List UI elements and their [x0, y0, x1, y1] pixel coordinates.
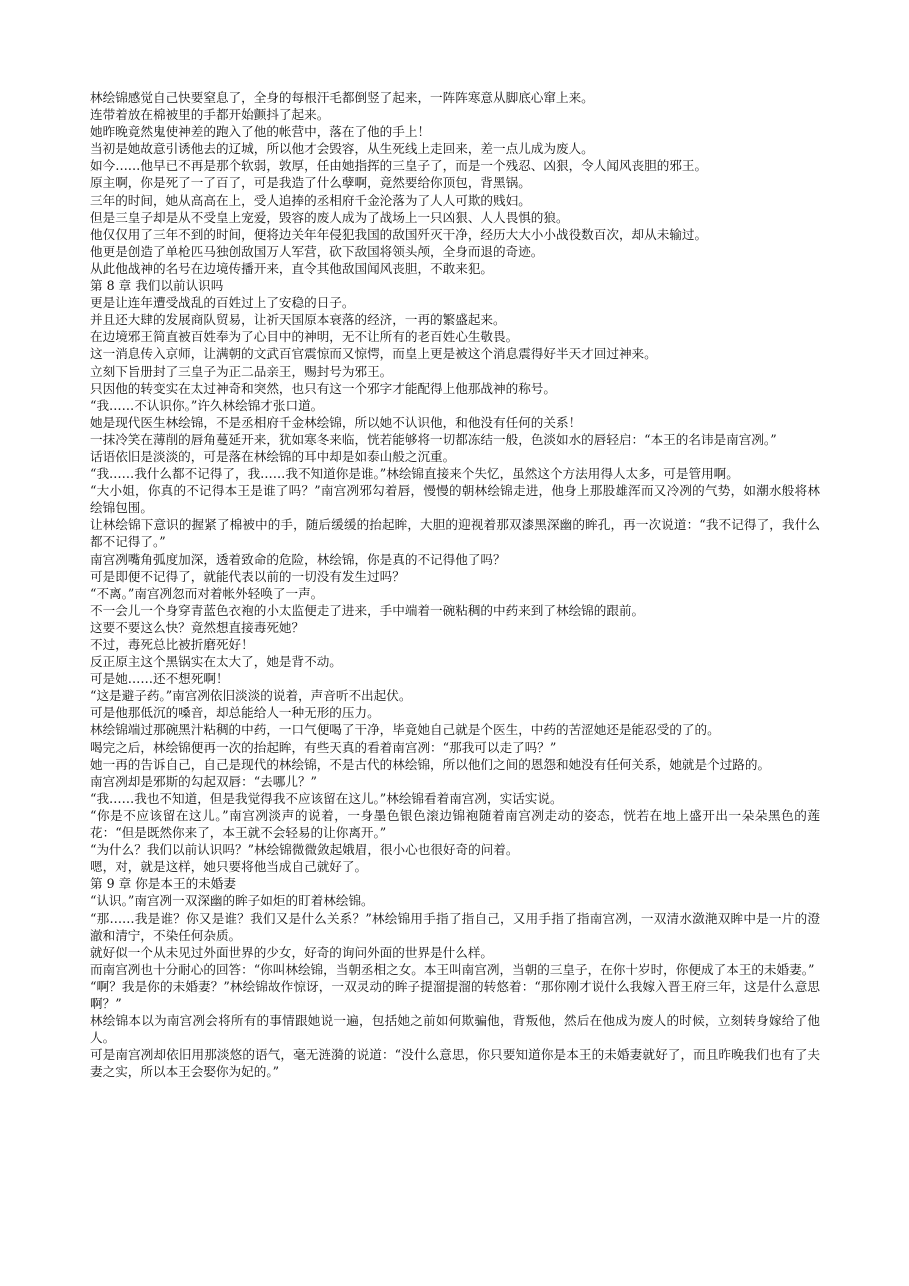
paragraph: 南宫冽却是邪斯的勾起双唇：“去哪儿？”	[90, 773, 317, 789]
paragraph: 反正原主这个黑锅实在太大了，她是背不动。	[90, 654, 342, 670]
paragraph: 这一消息传入京师，让满朝的文武百官震惊而又惊愕，而皇上更是被这个消息震得好半天才回过神来。	[90, 346, 657, 362]
paragraph: 连带着放在棉被里的手都开始颤抖了起来。	[90, 107, 330, 123]
paragraph: “我……我也不知道，但是我觉得我不应该留在这儿。”林绘锦看着南宫冽，实话实说。	[90, 790, 563, 806]
document-body	[90, 89, 820, 1080]
paragraph: 可是即便不记得了，就能代表以前的一切没有发生过吗？	[90, 568, 405, 584]
paragraph: 如今……他早已不再是那个软弱，敦厚，任由她指挥的三皇子了，而是一个残忍、凶狠，令人闻风丧胆的邪王。	[90, 158, 708, 174]
paragraph: 可是他那低沉的嗓音，却总能给人一种无形的压力。	[90, 705, 380, 721]
paragraph: “我……不认识你。”许久林绘锦才张口道。	[90, 397, 324, 413]
paragraph: 喝完之后，林绘锦便再一次的抬起眸，有些天真的看着南宫冽：“那我可以走了吗？”	[90, 739, 557, 755]
paragraph: “不离。”南宫冽忽而对着帐外轻唤了一声。	[90, 585, 324, 601]
paragraph: 不过，毒死总比被折磨死好！	[90, 637, 254, 652]
paragraph: 她一再的告诉自己，自己是现代的林绘锦，不是古代的林绘锦，所以他们之间的恩怨和她没有任何关系，她就是个过路的。	[90, 756, 771, 772]
paragraph: 可是南宫冽却依旧用那淡悠的语气，毫无涟漪的说道：“没什么意思，你只要知道你是本王的未婚妻就好了，而且昨晚我们也有了夫妻之实，所以本王会娶你为妃的。”	[90, 1047, 820, 1080]
paragraph: 一抹冷笑在薄削的唇角蔓延开来，犹如寒冬来临，恍若能够将一切都冻结一般，色淡如水的唇轻启：“本王的名讳是南宫冽。”	[90, 431, 777, 447]
paragraph: 她是现代医生林绘锦，不是丞相府千金林绘锦，所以她不认识他，和他没有任何的关系！	[90, 414, 582, 430]
paragraph: “你是不应该留在这儿。”南宫冽淡声的说着，一身墨色银色滚边锦袍随着南宫冽走动的姿态，恍若在地上盛开出一朵朵黑色的莲花：“但是既然你来了，本王就不会轻易的让你离开。”	[90, 807, 820, 841]
paragraph: 他仅仅用了三年不到的时间，便将边关年年侵犯我国的敌国歼灭干净，经历大大小小战役数百次，却从未输过。	[90, 226, 708, 242]
paragraph: 让林绘锦下意识的握紧了棉被中的手，随后缓缓的抬起眸，大胆的迎视着那双漆黑深幽的眸孔，再一次说道：“我不记得了，我什么都不记得了。”	[90, 517, 820, 550]
paragraph: 原主啊，你是死了一了百了，可是我造了什么孽啊，竟然要给你顶包，背黑锅。	[90, 175, 531, 191]
paragraph: 从此他战神的名号在边境传播开来，直令其他敌国闻风丧胆，不敢来犯。	[90, 260, 493, 276]
paragraph: 他更是创造了单枪匹马独创敌国万人军营，砍下敌国将领头颅，全身而退的奇迹。	[90, 243, 544, 259]
paragraph: 只因他的转变实在太过神奇和突然，也只有这一个邪字才能配得上他那战神的称号。	[90, 380, 556, 396]
chapter-heading: 第 9 章 你是本王的未婚妻	[90, 876, 236, 892]
paragraph: 这要不要这么快？竟然想直接毒死她？	[90, 619, 305, 635]
paragraph: “为什么？我们以前认识吗？”林绘锦微微敛起娥眉，很小心也很好奇的问着。	[90, 842, 519, 858]
paragraph: 而南宫冽也十分耐心的回答：“你叫林绘锦，当朝丞相之女。本王叫南宫冽，当朝的三皇子，在你十岁时，你便成了本王的未婚妻。”	[90, 961, 815, 977]
paragraph: 但是三皇子却是从不受皇上宠爱，毁容的废人成为了战场上一只凶狠、人人畏惧的狼。	[90, 209, 569, 225]
chapter-heading: 第 8 章 我们以前认识吗	[90, 278, 224, 294]
paragraph: 就好似一个从未见过外面世界的少女，好奇的询问外面的世界是什么样。	[90, 944, 493, 960]
paragraph: 南宫冽嘴角弧度加深，透着致命的危险，林绘锦，你是真的不记得他了吗？	[90, 551, 506, 567]
paragraph: “认识。”南宫冽一双深幽的眸子如炬的盯着林绘锦。	[90, 893, 374, 909]
paragraph: 三年的时间，她从高高在上，受人追捧的丞相府千金沦落为了人人可欺的贱妇。	[90, 192, 531, 208]
paragraph: 嗯，对，就是这样，她只要将他当成自己就好了。	[90, 859, 368, 875]
paragraph: 在边境邪王简直被百姓奉为了心目中的神明，无不让所有的老百姓心生敬畏。	[90, 329, 519, 345]
paragraph: 话语依旧是淡淡的，可是落在林绘锦的耳中却是如泰山般之沉重。	[90, 448, 456, 464]
paragraph: “啊？我是你的未婚妻？”林绘锦故作惊讶，一双灵动的眸子提溜提溜的转悠着：“那你刚才说什么我嫁入晋王府三年，这是什么意思啊？”	[90, 978, 820, 1011]
paragraph: 当初是她故意引诱他去的辽城，所以他才会毁容，从生死线上走回来，差一点儿成为废人。	[90, 141, 594, 157]
paragraph: 立刻下旨册封了三皇子为正二品亲王，赐封号为邪王。	[90, 363, 393, 379]
paragraph: 林绘锦感觉自己快要窒息了，全身的每根汗毛都倒竖了起来，一阵阵寒意从脚底心窜上来。	[90, 90, 594, 105]
paragraph: “这是避子药。”南宫冽依旧淡淡的说着，声音听不出起伏。	[90, 688, 412, 704]
paragraph: 不一会儿一个身穿青蓝色衣袍的小太监便走了进来，手中端着一碗粘稠的中药来到了林绘锦的跟前。	[90, 602, 645, 618]
paragraph: “我……我什么都不记得了，我……我不知道你是谁。”林绘锦直接来个失忆，虽然这个方法用得人太多，可是管用啊。	[90, 466, 739, 482]
paragraph: 并且还大肆的发展商队贸易，让祈天国原本衰落的经济，一再的繁盛起来。	[90, 312, 506, 328]
paragraph: 她昨晚竟然鬼使神差的跑入了他的帐营中，落在了他的手上！	[90, 124, 431, 140]
paragraph: 可是她……还不想死啊！	[90, 671, 229, 687]
paragraph: 林绘锦本以为南宫冽会将所有的事情跟她说一遍，包括她之前如何欺骗他，背叛他，然后在他成为废人的时候，立刻转身嫁给了他人。	[90, 1013, 820, 1046]
paragraph: “那……我是谁？你又是谁？我们又是什么关系？”林绘锦用手指了指自己，又用手指了指南宫冽，一双清水潋滟双眸中是一片的澄澈和清宁，不染任何杂质。	[90, 910, 820, 943]
paragraph: 更是让连年遭受战乱的百姓过上了安稳的日子。	[90, 295, 355, 311]
paragraph: “大小姐，你真的不记得本王是谁了吗？”南宫冽邪勾着唇，慢慢的朝林绘锦走进，他身上那股雄浑而又冷冽的气势，如潮水般将林绘锦包围。	[90, 483, 820, 516]
paragraph: 林绘锦端过那碗黑汁粘稠的中药，一口气便喝了干净，毕竟她自己就是个医生，中药的苦涩她还是能忍受的了的。	[90, 722, 720, 738]
